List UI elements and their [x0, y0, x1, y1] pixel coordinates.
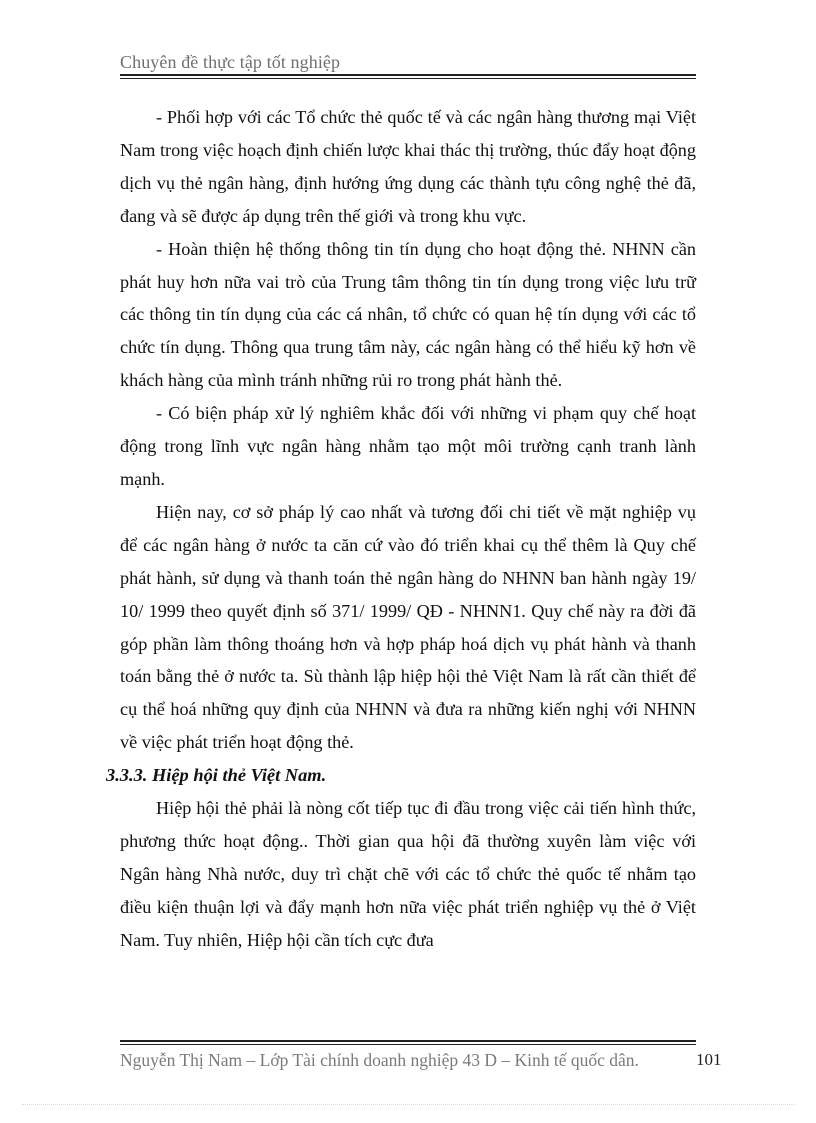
page-header-title: Chuyên đề thực tập tốt nghiệp	[120, 52, 341, 72]
page-edge-dotted-line	[22, 1104, 794, 1105]
section-heading: 3.3.3. Hiệp hội thẻ Việt Nam.	[106, 765, 327, 786]
paragraph-sanctions: - Có biện pháp xử lý nghiêm khắc đối với những vi phạm quy chế hoạt động trong lĩnh vực ngân hàng nhằm tạo một môi trường cạnh tranh lành mạnh.	[120, 403, 696, 489]
paragraph-card-association: Hiệp hội thẻ phải là nòng cốt tiếp tục đi đầu trong việc cải tiến hình thức, phương thức hoạt động.. Thời gian qua hội đã thường xuyên làm việc với Ngân hàng Nhà nước, duy trì chặt chẽ với các tổ chức thẻ quốc tế nhằm tạo điều kiện thuận lợi và đẩy mạnh hơn nữa việc phát triển nghiệp vụ thẻ ở Việt Nam. Tuy nhiên, Hiệp hội cần tích cực đưa	[120, 798, 696, 950]
paragraph-coordination: - Phối hợp với các Tổ chức thẻ quốc tế và các ngân hàng thương mại Việt Nam trong việc hoạch định chiến lược khai thác thị trường, thúc đẩy hoạt động dịch vụ thẻ ngân hàng, định hướng ứng dụng các thành tựu công nghệ thẻ đã, đang và sẽ được áp dụng trên thế giới và trong khu vực.	[120, 107, 696, 226]
footer-rule	[120, 1040, 696, 1045]
page-number: 101	[696, 1050, 722, 1069]
paragraph-credit-info: - Hoàn thiện hệ thống thông tin tín dụng cho hoạt động thẻ. NHNN cần phát huy hơn nữa vai trò của Trung tâm thông tin tín dụng trong việc lưu trữ các thông tin tín dụng của các cá nhân, tổ chức có quan hệ tín dụng với các tổ chức tín dụng. Thông qua trung tâm này, các ngân hàng có thể hiểu kỹ hơn về khách hàng của mình tránh những rủi ro trong phát hành thẻ.	[120, 238, 696, 391]
footer-author-line: Nguyễn Thị Nam – Lớp Tài chính doanh nghiệp 43 D – Kinh tế quốc dân.	[120, 1050, 639, 1070]
paragraph-legal-basis: Hiện nay, cơ sở pháp lý cao nhất và tương đối chi tiết về mặt nghiệp vụ để các ngân hàng ở nước ta căn cứ vào đó triển khai cụ thể thêm là Quy chế phát hành, sử dụng và thanh toán thẻ ngân hàng do NHNN ban hành ngày 19/ 10/ 1999 theo quyết định số 371/ 1999/ QĐ - NHNN1. Quy chế này ra đời đã góp phần làm thông thoáng hơn và hợp pháp hoá dịch vụ phát hành và thanh toán bằng thẻ ở nước ta. Sù thành lập hiệp hội thẻ Việt Nam là rất cần thiết để cụ thể hoá những quy định của NHNN và đưa ra những kiến nghị với NHNN về việc phát triển hoạt động thẻ.	[120, 501, 696, 753]
document-body	[106, 101, 696, 957]
header-rule	[120, 74, 696, 79]
